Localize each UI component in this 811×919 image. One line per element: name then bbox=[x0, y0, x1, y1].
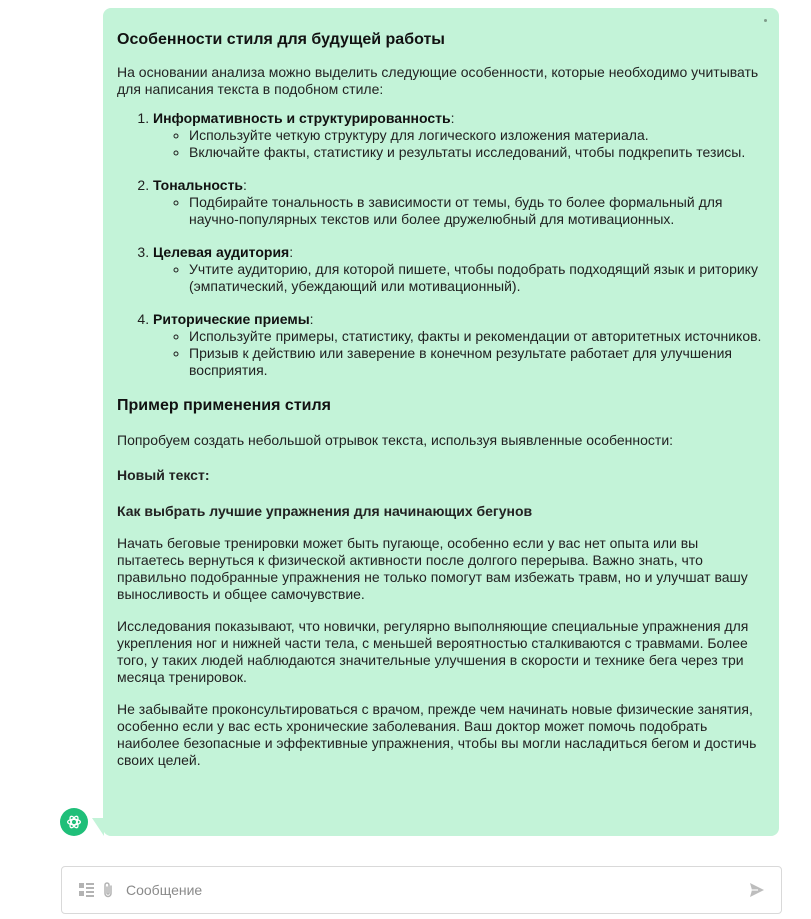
feature-bullet: ◦ Используйте примеры, статистику, факты и рекомендации от авторитетных источников. bbox=[189, 328, 765, 345]
assistant-logo-icon bbox=[65, 813, 83, 831]
feature-bullets bbox=[153, 328, 765, 379]
feature-item: 3. Целевая аудитория: ◦ Учтите аудиторию, для которой пишете, чтобы подобрать подходящий язык и риторику (эмпатический, убеждающий или мотивационный). bbox=[153, 244, 765, 295]
article-paragraph: Не забывайте проконсультироваться с врачом, прежде чем начинать новые физические занятия, особенно если у вас есть хронические заболевания. Ваш доктор может помочь подобрать наиболее безопасные и эффективные упражнения, чтобы вы могли насладиться бегом и достичь своих целей. bbox=[117, 701, 757, 768]
feature-bullets bbox=[153, 127, 765, 161]
message-menu-dot[interactable] bbox=[764, 19, 767, 22]
article-title: Как выбрать лучшие упражнения для начинающих бегунов bbox=[117, 503, 533, 519]
feature-bullet: ◦ Используйте четкую структуру для логического изложения материала. bbox=[189, 127, 765, 144]
feature-bullet: ◦ Подбирайте тональность в зависимости от темы, будь то более формальный для научно-популярных текстов или более дружелюбный для мотивационных. bbox=[189, 194, 765, 228]
section-heading-style-example: Пример применения стиля bbox=[117, 397, 331, 414]
message-input[interactable] bbox=[126, 880, 726, 900]
message-composer bbox=[61, 866, 782, 914]
try-paragraph: Попробуем создать небольшой отрывок текста, используя выявленные особенности: bbox=[117, 432, 674, 448]
article-paragraph: Исследования показывают, что новички, регулярно выполняющие специальные упражнения для укрепления ног и нижней части тела, с меньшей вероятностью сталкиваются с травмами. Более того, у таких людей наблюдаются значительные улучшения в скорости и технике бега через три месяца тренировок. bbox=[117, 618, 749, 685]
feature-bullet: ◦ Включайте факты, статистику и результаты исследований, чтобы подкрепить тезисы. bbox=[189, 144, 765, 161]
assistant-avatar bbox=[60, 808, 88, 836]
feature-bullets bbox=[153, 261, 765, 295]
section-heading-style-features: Особенности стиля для будущей работы bbox=[117, 31, 445, 48]
feature-title: Риторические приемы bbox=[153, 311, 310, 327]
feature-title: Информативность и структурированность bbox=[153, 110, 451, 126]
feature-bullet: ◦ Призыв к действию или заверение в конечном результате работает для улучшения восприятия. bbox=[189, 345, 765, 379]
bubble-tail bbox=[92, 818, 104, 836]
feature-item: 4. Риторические приемы: ◦ Используйте примеры, статистику, факты и рекомендации от авторитетных источников. ◦ Призыв к действию или заверение в конечном результате работает для улучшения восприятия. bbox=[153, 311, 765, 379]
feature-item: 1. Информативность и структурированность: ◦ Используйте четкую структуру для логического изложения материала. ◦ Включайте факты, статистику и результаты исследований, чтобы подкрепить тезисы. bbox=[153, 110, 765, 161]
feature-title: Тональность bbox=[153, 177, 244, 193]
paperclip-icon[interactable] bbox=[102, 881, 114, 899]
intro-paragraph: На основании анализа можно выделить следующие особенности, которые необходимо учитывать для написания текста в подобном стиле: bbox=[117, 64, 759, 97]
feature-title: Целевая аудитория bbox=[153, 244, 290, 260]
new-text-label: Новый текст: bbox=[117, 467, 210, 483]
feature-bullet: ◦ Учтите аудиторию, для которой пишете, чтобы подобрать подходящий язык и риторику (эмпатический, убеждающий или мотивационный). bbox=[189, 261, 765, 295]
article-paragraph: Начать беговые тренировки может быть пугающе, особенно если у вас нет опыта или вы пытаетесь вернуться к физической активности после долгого перерыва. Важно знать, что правильно подобранные упражнения не только помогут вам избежать травм, но и улучшат вашу выносливость и общее самочувствие. bbox=[117, 535, 748, 602]
send-icon[interactable] bbox=[749, 882, 765, 898]
assistant-message-bubble bbox=[103, 8, 779, 836]
features-list bbox=[117, 110, 765, 379]
feature-item: 2. Тональность: ◦ Подбирайте тональность в зависимости от темы, будь то более формальный для научно-популярных текстов или более дружелюбный для мотивационных. bbox=[153, 177, 765, 228]
prompt-list-icon[interactable] bbox=[79, 882, 94, 897]
feature-bullets bbox=[153, 194, 765, 228]
